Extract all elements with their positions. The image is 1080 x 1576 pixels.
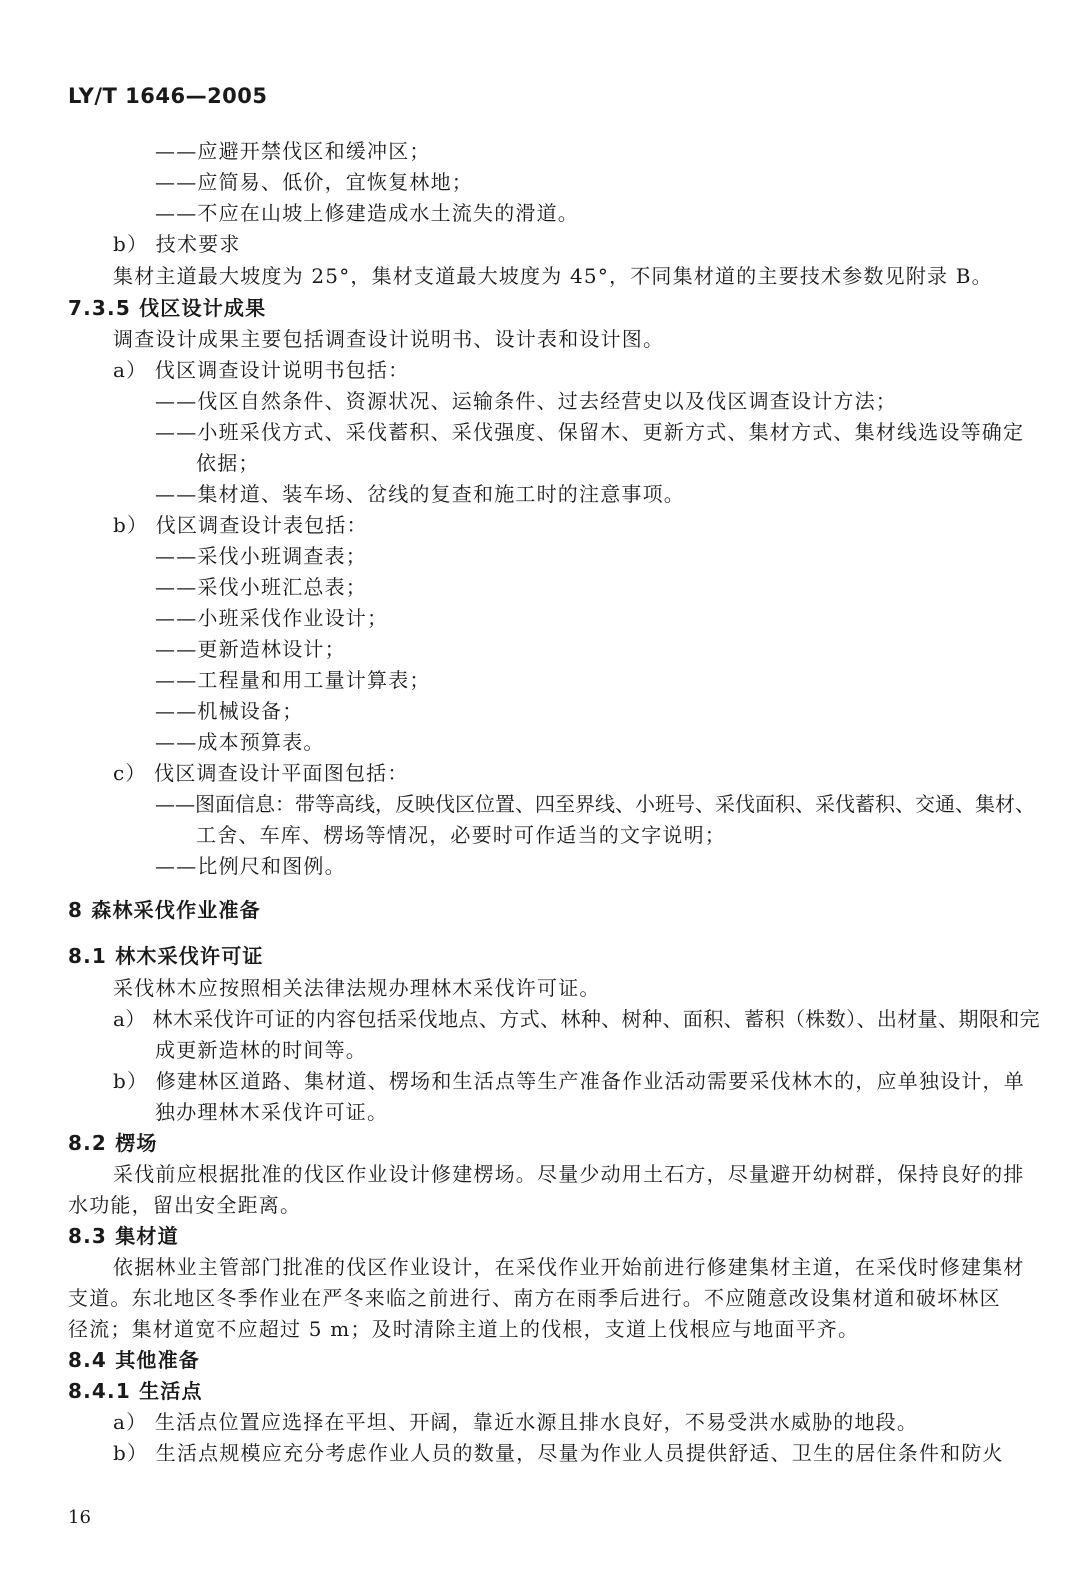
list-item: ——采伐小班调查表； — [155, 544, 367, 568]
list-item: ——图面信息：带等高线，反映伐区位置、四至界线、小班号、采伐面积、采伐蓄积、交通、集材、 — [155, 792, 1035, 816]
standard-number: LY/T 1646—2005 — [68, 84, 268, 108]
paragraph-line: 采伐林木应按照相关法律法规办理林木采伐许可证。 — [113, 976, 601, 1000]
paragraph-line: 调查设计成果主要包括调查设计说明书、设计表和设计图。 — [113, 327, 665, 351]
section-heading-8-4-1: 8.4.1 生活点 — [68, 1379, 203, 1403]
paragraph-line: 支道。东北地区冬季作业在严冬来临之前进行、南方在雨季后进行。不应随意改设集材道和破坏林区 — [68, 1286, 1001, 1310]
subsection-label: a） 伐区调查设计说明书包括： — [113, 358, 410, 382]
list-item: ——更新造林设计； — [155, 637, 346, 661]
list-item: ——采伐小班汇总表； — [155, 575, 367, 599]
paragraph-line: 水功能，留出安全距离。 — [68, 1193, 302, 1217]
list-item: ——工程量和用工量计算表； — [155, 668, 431, 692]
subsection-label: b） 生活点规模应充分考虑作业人员的数量，尽量为作业人员提供舒适、卫生的居住条件和防火 — [113, 1441, 1004, 1465]
subsection-label: a） 林木采伐许可证的内容包括采伐地点、方式、林种、树种、面积、蓄积（株数）、出材量、期限和完 — [113, 1007, 1041, 1031]
list-item-continued: 工舍、车库、楞场等情况，必要时可作适当的文字说明； — [196, 823, 726, 847]
list-item: ——应简易、低价，宜恢复林地； — [155, 170, 473, 194]
list-item: ——比例尺和图例。 — [155, 854, 346, 878]
subsection-label: b） 修建林区道路、集材道、楞场和生活点等生产准备作业活动需要采伐林木的，应单独设计，单 — [113, 1069, 1025, 1093]
subsection-label: c） 伐区调查设计平面图包括： — [113, 761, 409, 785]
paragraph-line: 采伐前应根据批准的伐区作业设计修建楞场。尽量少动用土石方，尽量避开幼树群，保持良好的排 — [113, 1162, 1025, 1186]
section-heading-8-3: 8.3 集材道 — [68, 1224, 179, 1248]
list-item-continued: 成更新造林的时间等。 — [155, 1038, 367, 1062]
section-heading-8-4: 8.4 其他准备 — [68, 1348, 200, 1372]
list-item: ——机械设备； — [155, 699, 304, 723]
list-item: ——小班采伐方式、采伐蓄积、采伐强度、保留木、更新方式、集材方式、集材线选设等确定 — [155, 420, 1025, 444]
paragraph-line: 径流；集材道宽不应超过 5 m；及时清除主道上的伐根，支道上伐根应与地面平齐。 — [68, 1317, 860, 1341]
list-item: ——集材道、装车场、岔线的复查和施工时的注意事项。 — [155, 482, 685, 506]
list-item-continued: 独办理林木采伐许可证。 — [155, 1100, 389, 1124]
list-item: ——不应在山坡上修建造成水土流失的滑道。 — [155, 201, 579, 225]
list-item-continued: 依据； — [196, 451, 260, 475]
chapter-heading-8: 8 森林采伐作业准备 — [68, 898, 261, 922]
paragraph-line: 集材主道最大坡度为 25°，集材支道最大坡度为 45°，不同集材道的主要技术参数见附录 B。 — [113, 264, 993, 288]
section-heading-8-1: 8.1 林木采伐许可证 — [68, 944, 264, 968]
list-item: ——应避开禁伐区和缓冲区； — [155, 139, 431, 163]
subsection-label: b） 技术要求 — [113, 232, 241, 256]
list-item: ——伐区自然条件、资源状况、运输条件、过去经营史以及伐区调查设计方法； — [155, 389, 897, 413]
paragraph-line: 依据林业主管部门批准的伐区作业设计，在采伐作业开始前进行修建集材主道，在采伐时修建集材 — [113, 1255, 1025, 1279]
section-heading-8-2: 8.2 楞场 — [68, 1131, 158, 1155]
list-item: ——成本预算表。 — [155, 730, 325, 754]
subsection-label: a） 生活点位置应选择在平坦、开阔，靠近水源且排水良好，不易受洪水威胁的地段。 — [113, 1410, 919, 1434]
list-item: ——小班采伐作业设计； — [155, 606, 389, 630]
subsection-label: b） 伐区调查设计表包括： — [113, 513, 368, 537]
section-heading-7-3-5: 7.3.5 伐区设计成果 — [68, 296, 267, 320]
page-number: 16 — [68, 1507, 91, 1528]
